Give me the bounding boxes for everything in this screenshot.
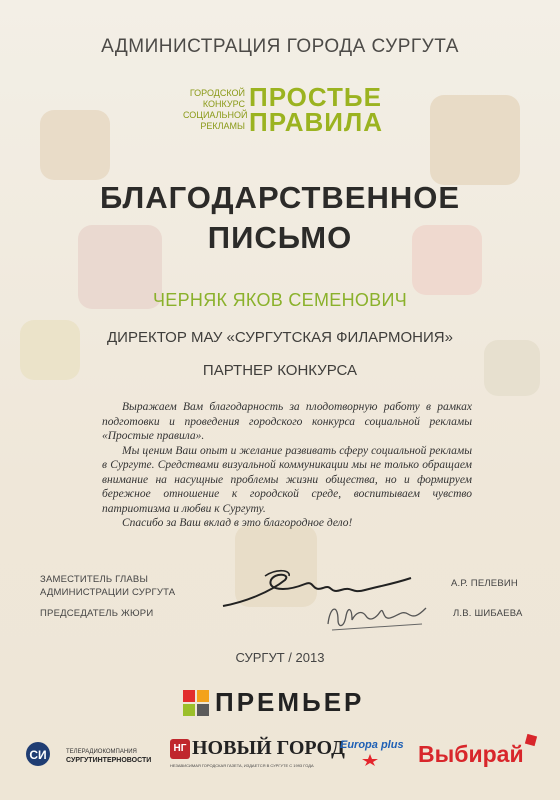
surgutinternovosti-line1: ТЕЛЕРАДИОКОМПАНИЯ — [66, 749, 137, 755]
contest-logo — [249, 82, 384, 137]
title-line2: ПИСЬМО — [207, 220, 353, 255]
bg-square — [40, 110, 110, 180]
europa-plus-star-icon — [358, 753, 382, 767]
surgutinternovosti-icon — [26, 739, 60, 769]
administration-header: АДМИНИСТРАЦИЯ ГОРОДА СУРГУТА — [101, 36, 459, 57]
bg-square — [430, 95, 520, 185]
body-paragraph: Спасибо за Ваш вклад в это благородное дело! — [122, 517, 353, 529]
recipient-name: ЧЕРНЯК ЯКОВ СЕМЕНОВИЧ — [152, 290, 408, 310]
jury-signature-image — [322, 594, 432, 634]
surgutinternovosti-logo — [26, 735, 161, 775]
europa-plus-name: Europa plus — [340, 739, 404, 751]
vybirai-name: Выбирай — [418, 741, 524, 767]
svg-text:СИ: СИ — [29, 748, 47, 762]
deputy-title-line1: ЗАМЕСТИТЕЛЬ ГЛАВЫ — [40, 574, 149, 585]
letter-body — [102, 400, 472, 531]
contest-label-line: СОЦИАЛЬНОЙ — [183, 110, 248, 120]
recipient-position: ДИРЕКТОР МАУ «СУРГУТСКАЯ ФИЛАРМОНИЯ» — [107, 329, 453, 346]
vybirai-logo — [418, 735, 548, 775]
contest-label-line: КОНКУРС — [202, 99, 245, 109]
surgutinternovosti-line2: СУРГУТИНТЕРНОВОСТИ — [66, 757, 152, 764]
europa-plus-logo — [340, 735, 408, 775]
deputy-title — [40, 573, 175, 599]
premier-logo — [183, 687, 364, 718]
premier-name: ПРЕМЬЕР — [215, 687, 365, 717]
title-line1: БЛАГОДАРСТВЕННОЕ — [99, 180, 461, 215]
jury-name: Л.В. ШИБАЕВА — [453, 608, 523, 619]
novy-gorod-logo — [170, 735, 345, 775]
premier-mark-icon — [183, 690, 209, 716]
recipient-role: ПАРТНЕР КОНКУРСА — [202, 362, 358, 379]
contest-logo-line1: ПРОСТЬЕ — [249, 82, 382, 112]
body-paragraph: Выражаем Вам благодарность за плодотворную работу в рамках подготовки и проведения городского конкурса социальной рекламы «Простые правила». — [102, 401, 472, 442]
deputy-name: А.Р. ПЕЛЕВИН — [451, 578, 518, 589]
novy-gorod-tagline: НЕЗАВИСИМАЯ ГОРОДСКАЯ ГАЗЕТА, ИЗДАЕТСЯ В СУРГУТЕ С 1993 ГОДА — [170, 763, 314, 768]
letter-title — [0, 178, 560, 258]
novy-gorod-badge: НГ — [170, 739, 190, 759]
body-paragraph: Мы ценим Ваш опыт и желание развивать сферу социальной рекламы в Сургуте. Средствами визуальной коммуникации мы не только обращаем внимание на насущные проблемы жизни общества, но и формируем бережное отношение к городской среде, воспитываем чувство патриотизма и любви к Сургуту. — [102, 444, 472, 515]
contest-label — [183, 88, 248, 132]
contest-label-line: РЕКЛАМЫ — [200, 121, 245, 131]
city-year: СУРГУТ / 2013 — [235, 650, 325, 665]
deputy-title-line2: АДМИНИСТРАЦИИ СУРГУТА — [40, 587, 176, 598]
contest-label-line: ГОРОДСКОЙ — [189, 88, 245, 98]
novy-gorod-name: НОВЫЙ ГОРОД — [192, 737, 345, 759]
jury-title: ПРЕДСЕДАТЕЛЬ ЖЮРИ — [40, 608, 154, 619]
vybirai-mark-icon — [525, 734, 537, 746]
contest-logo-line2: ПРАВИЛА — [249, 107, 384, 137]
